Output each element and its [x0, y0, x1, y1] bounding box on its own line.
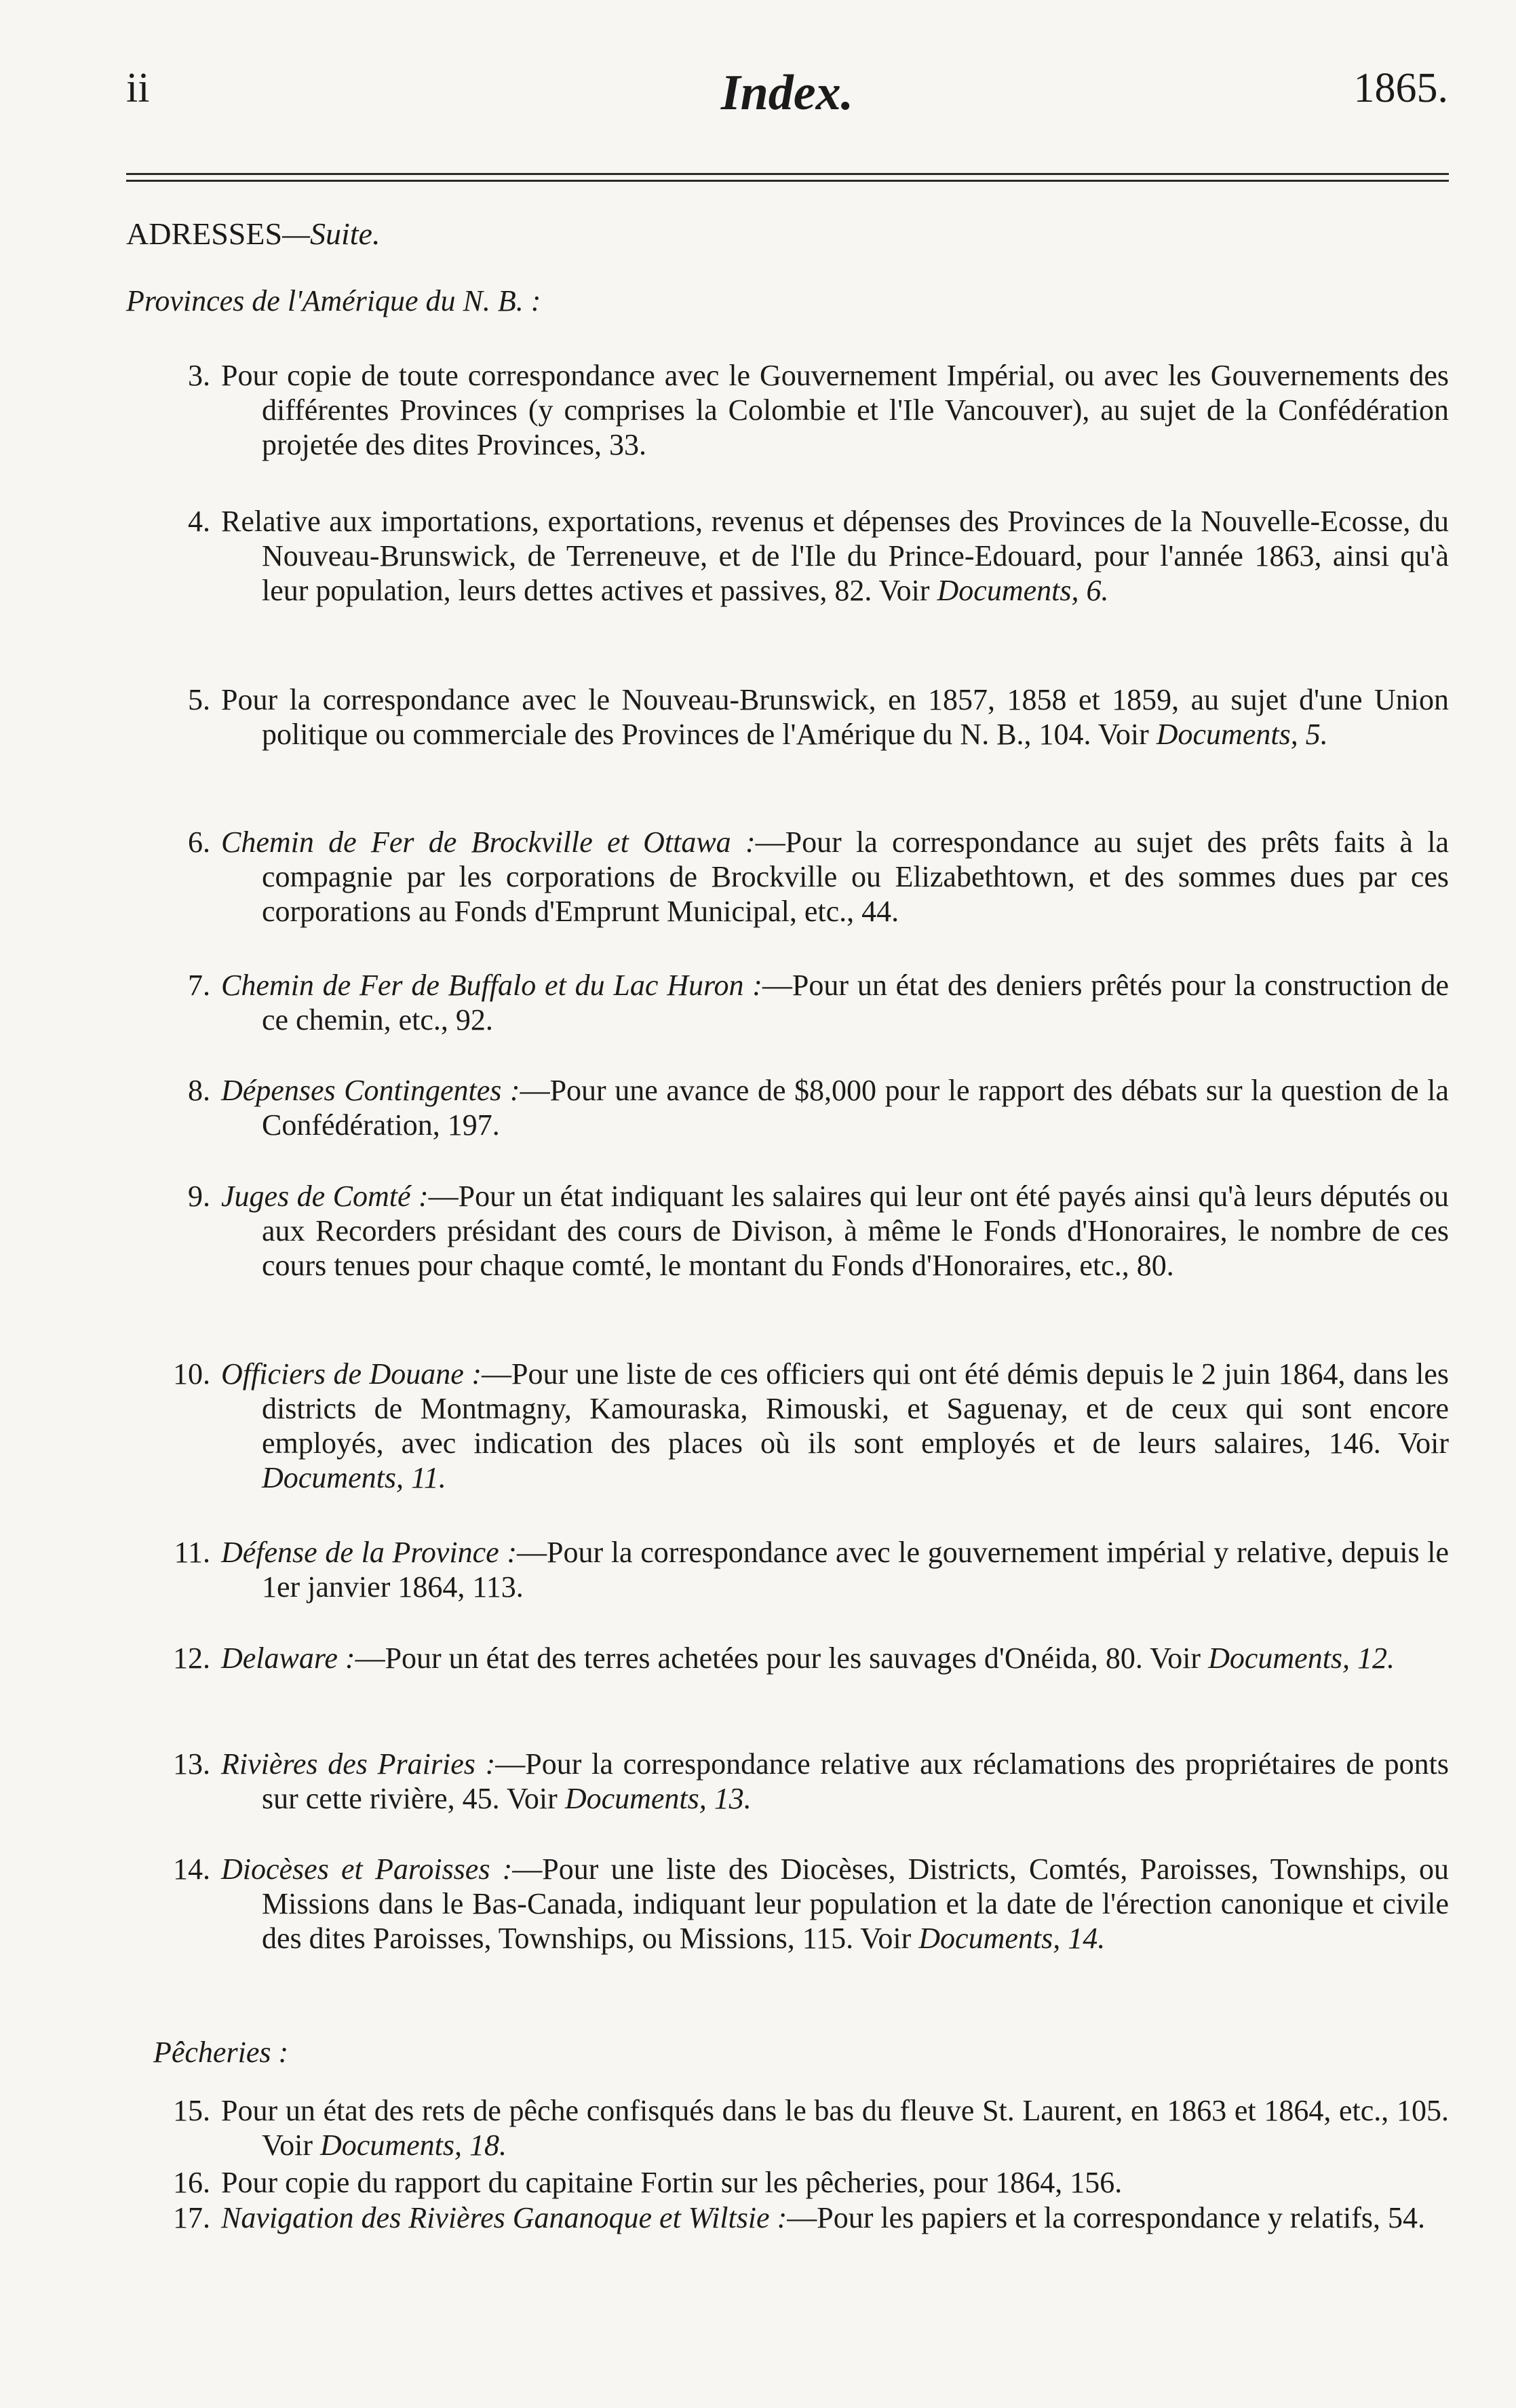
- entry-text: Pour un état des rets de pêche confisqués dans le bas du fleuve St. Laurent, en 1863 et 1864, etc., 105. Voir: [221, 2094, 1449, 2162]
- entry-voir: Documents, 11.: [262, 1461, 446, 1494]
- entry: [126, 2093, 1449, 2162]
- section-title-suffix: —Suite.: [282, 216, 381, 251]
- entry-number: 12.: [173, 1642, 210, 1675]
- entry-number: 7.: [188, 969, 210, 1002]
- entry-text: —Pour un état indiquant les salaires qui leur ont été payés ainsi qu'à leurs députés ou aux Recorders présidant des cours de Divison, à même le Fonds d'Honoraires, le nombre de ces cours tenues pour chaque comté, le montant du Fonds d'Honoraires, etc., 80.: [262, 1180, 1449, 1282]
- entry-text: —Pour la correspondance avec le gouvernement impérial y relative, depuis le 1er janvier 1864, 113.: [262, 1536, 1449, 1604]
- entry-text: —Pour une liste des Diocèses, Districts, Comtés, Paroisses, Townships, ou Missions dans le Bas-Canada, indiquant leur population et la date de l'érection canonique et civile des dites Paroisses, Townships, ou Missions, 115. Voir: [262, 1852, 1450, 1955]
- entry: [126, 2200, 1449, 2235]
- entry: [126, 1641, 1449, 1675]
- entry-voir: Documents, 6.: [937, 574, 1109, 607]
- entry-number: 17.: [173, 2201, 210, 2234]
- entry-lead: Officiers de Douane :: [221, 1357, 482, 1391]
- entry-text: —Pour un état des deniers prêtés pour la construction de ce chemin, etc., 92.: [262, 969, 1449, 1036]
- entry-text: Pour copie de toute correspondance avec le Gouvernement Impérial, ou avec les Gouvernements des différentes Provinces (y comprises la Colombie et l'Ile Vancouver), au sujet de la Confédération projetée des dites Provinces, 33.: [221, 359, 1449, 461]
- entry: [126, 1535, 1449, 1604]
- entry-number: 14.: [173, 1852, 210, 1886]
- section-title-text: ADRESSES: [126, 216, 283, 251]
- entry-number: 3.: [188, 359, 210, 392]
- entry: [126, 1357, 1449, 1495]
- entry-lead: Dépenses Contingentes :: [221, 1074, 520, 1107]
- entry-voir: Documents, 18.: [319, 2129, 507, 2162]
- subsection-pecheries: Pêcheries :: [153, 2036, 289, 2069]
- entry-lead: Juges de Comté :: [221, 1180, 429, 1213]
- entry-number: 6.: [188, 826, 210, 859]
- entry-number: 16.: [173, 2166, 210, 2199]
- entry-number: 9.: [188, 1180, 210, 1213]
- entry: [126, 1073, 1449, 1142]
- entry-voir: Documents, 5.: [1156, 718, 1328, 751]
- entry-text: Pour copie du rapport du capitaine Fortin sur les pêcheries, pour 1864, 156.: [221, 2166, 1123, 2199]
- entry-number: 4.: [188, 505, 210, 538]
- subsection-provinces: Provinces de l'Amérique du N. B. :: [126, 284, 541, 317]
- entry-voir: Documents, 14.: [918, 1922, 1106, 1955]
- entry-voir: Documents, 13.: [564, 1782, 752, 1815]
- entry-text: —Pour la correspondance au sujet des prêts faits à la compagnie par les corporations de Brockville ou Elizabethtown, et des sommes dues par ces corporations au Fonds d'Emprunt Municipal, etc., 44.: [262, 826, 1449, 928]
- entry: [126, 1852, 1449, 1956]
- entry-text: —Pour un état des terres achetées pour les sauvages d'Onéida, 80. Voir: [355, 1642, 1201, 1675]
- entry-number: 5.: [188, 683, 210, 716]
- header-rule-top: [126, 173, 1449, 175]
- page-header: [126, 64, 1448, 139]
- entry-number: 11.: [174, 1536, 210, 1569]
- entry-number: 10.: [173, 1357, 210, 1391]
- header-rule-bottom: [126, 180, 1449, 182]
- entry: [126, 358, 1449, 462]
- entry: [126, 2165, 1449, 2200]
- entry-lead: Défense de la Province :: [221, 1536, 518, 1569]
- entry-voir: Documents, 12.: [1208, 1642, 1395, 1675]
- entry-lead: Chemin de Fer de Buffalo et du Lac Huron :: [221, 969, 762, 1002]
- entry-text: —Pour les papiers et la correspondance y relatifs, 54.: [787, 2201, 1426, 2234]
- entry: [126, 504, 1449, 608]
- entry-text: —Pour la correspondance relative aux réclamations des propriétaires de ponts sur cette rivière, 45. Voir: [262, 1747, 1449, 1815]
- entry: [126, 682, 1449, 752]
- entry-number: 8.: [188, 1074, 210, 1107]
- section-title: [126, 216, 380, 252]
- page-title: Index.: [720, 65, 854, 121]
- entry-text: —Pour une liste de ces officiers qui ont été démis depuis le 2 juin 1864, dans les districts de Montmagny, Kamouraska, Rimouski, et Saguenay, et de ceux qui sont encore employés, avec indication des places où ils sont employés et de leurs salaires, 146. Voir: [262, 1357, 1449, 1460]
- entry-number: 15.: [173, 2094, 210, 2127]
- entry: [126, 968, 1449, 1037]
- entry-lead: Delaware :: [221, 1642, 355, 1675]
- entry: [126, 1747, 1449, 1816]
- entry-lead: Diocèses et Paroisses :: [221, 1852, 513, 1886]
- entry-text: Relative aux importations, exportations, revenus et dépenses des Provinces de la Nouvelle-Ecosse, du Nouveau-Brunswick, de Terreneuve, et de l'Ile du Prince-Edouard, pour l'année 1863, ainsi qu'à leur population, leurs dettes actives et passives, 82. Voir: [221, 505, 1449, 607]
- entry-number: 13.: [173, 1747, 210, 1781]
- entry-text: Pour la correspondance avec le Nouveau-Brunswick, en 1857, 1858 et 1859, au sujet d'une Union politique ou commerciale des Provinces de l'Amérique du N. B., 104. Voir: [221, 683, 1449, 751]
- entry-lead: Chemin de Fer de Brockville et Ottawa :: [221, 826, 756, 859]
- entry-text: —Pour une avance de $8,000 pour le rapport des débats sur la question de la Confédération, 197.: [262, 1074, 1449, 1142]
- entry-lead: Rivières des Prairies :: [221, 1747, 496, 1781]
- entry: [126, 1179, 1449, 1283]
- page-number: ii: [126, 65, 150, 111]
- page-year: 1865.: [1353, 65, 1448, 111]
- entry: [126, 825, 1449, 929]
- entry-lead: Navigation des Rivières Gananoque et Wiltsie :: [221, 2201, 788, 2234]
